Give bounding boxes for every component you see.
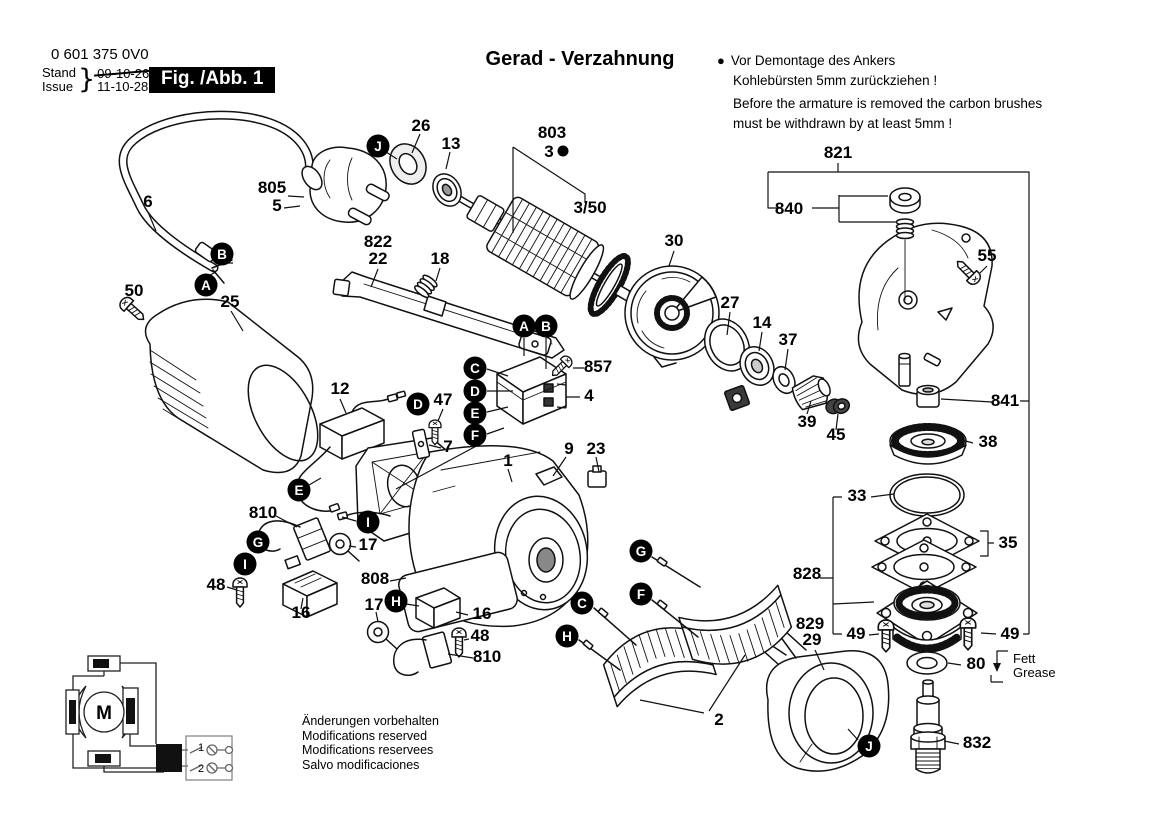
part-label-6: 6: [143, 192, 153, 211]
clamp-23: [588, 466, 606, 487]
page-title: Gerad - Verzahnung: [485, 48, 675, 70]
part-label-16: 16: [291, 603, 311, 622]
figure-label-box: Fig. /Abb. 1: [149, 67, 275, 93]
part-label-12: 12: [330, 379, 350, 398]
ref-circle-B: [211, 243, 234, 266]
ref-circle-I: [234, 553, 257, 576]
part-label-38: 38: [978, 432, 998, 451]
screw-49-left: [878, 620, 893, 652]
note-de-line1: Vor Demontage des Ankers: [730, 53, 896, 68]
ref-circle-G: [630, 540, 653, 563]
ref-circle-G: [247, 531, 270, 554]
svg-text:D: D: [470, 383, 480, 399]
part-label-828: 828: [792, 564, 822, 583]
part-label-35: 35: [998, 533, 1018, 552]
ref-circle-B: [535, 315, 558, 338]
note-en-line1: Before the armature is removed the carbon brushes: [733, 96, 1043, 111]
note-de-line2: Kohlebürsten 5mm zurückziehen !: [733, 73, 938, 88]
ring-26: [383, 137, 433, 190]
date-new: 11-10-28: [97, 79, 149, 94]
part-label-17: 17: [358, 535, 378, 554]
ref-circle-C: [571, 592, 594, 615]
grease-label-de: Fett: [1013, 651, 1036, 666]
part-label-832: 832: [962, 733, 992, 752]
ref-circle-E: [464, 402, 487, 425]
part-label-808: 808: [360, 569, 390, 588]
note-bullet-icon: ●: [717, 53, 725, 68]
part-label-810: 810: [248, 503, 278, 522]
ref-circle-J: [858, 735, 881, 758]
part-label-3: 3: [544, 142, 554, 161]
ref-circle-E: [288, 479, 311, 502]
part-label-2: 2: [714, 710, 724, 729]
motor-cover-drawing: [146, 299, 333, 472]
part-label-39: 39: [797, 412, 817, 431]
ref-circle-A: [195, 274, 218, 297]
part-label-822: 822: [363, 232, 393, 251]
svg-text:G: G: [635, 543, 647, 559]
svg-text:A: A: [201, 277, 211, 293]
spindle-832: [911, 680, 945, 773]
grease-label-en: Grease: [1013, 665, 1056, 680]
issue-label: Issue: [42, 79, 74, 94]
crown-gear-38: [890, 424, 966, 464]
bearing-flange-828: [877, 581, 977, 652]
footer-line2: Modifications reserved: [302, 728, 428, 743]
gear-housing-drawing: [858, 223, 993, 394]
svg-text:G: G: [252, 534, 264, 550]
part-label-829: 829: [795, 614, 825, 633]
stand-label: Stand: [42, 65, 76, 80]
part-label-49: 49: [1000, 624, 1020, 643]
svg-text:H: H: [562, 628, 572, 644]
part-label-5: 5: [272, 196, 282, 215]
ref-circle-I: [357, 511, 380, 534]
note-en-line2: must be withdrawn by at least 5mm !: [733, 116, 953, 131]
part-label-37: 37: [778, 330, 798, 349]
o-ring-33: [890, 474, 964, 516]
part-label-810: 810: [472, 647, 502, 666]
screw-48-left: [233, 578, 247, 607]
switch-symbol-box: [186, 736, 232, 780]
brush-spring-17-right: [368, 622, 398, 650]
part-label-840: 840: [774, 199, 804, 218]
bearing-sleeve-841: [917, 386, 939, 408]
bearing-13: [427, 169, 467, 211]
ref-circle-H: [385, 590, 408, 613]
part-label-821: 821: [823, 143, 853, 162]
screw-48-right: [452, 628, 466, 657]
part-label-803: 803: [537, 123, 567, 142]
part-label-80: 80: [966, 654, 986, 673]
svg-text:B: B: [541, 318, 551, 334]
washer-80: [907, 652, 947, 674]
svg-text:I: I: [366, 514, 370, 530]
ref-circle-D: [464, 380, 487, 403]
motor-symbol-label: M: [96, 703, 112, 724]
part-label-4: 4: [584, 386, 594, 405]
part-label-857: 857: [583, 357, 613, 376]
part-label-30: 30: [664, 231, 684, 250]
switch-terminal-1-label: 1: [197, 742, 205, 754]
switch-lever-drawing: [333, 272, 564, 358]
carbon-brush-right-810: [394, 632, 452, 676]
ref-circle-D: [407, 393, 430, 416]
air-deflector-30: [625, 266, 719, 367]
part-label-29: 29: [802, 630, 822, 649]
svg-text:J: J: [865, 738, 873, 754]
svg-text:C: C: [470, 360, 480, 376]
svg-text:D: D: [413, 396, 423, 412]
wiring-schematic: [66, 656, 233, 780]
part-number: 0 601 375 0V0: [51, 46, 149, 63]
ref-circle-C: [464, 357, 487, 380]
footer-line1: Änderungen vorbehalten: [302, 714, 439, 728]
revision-brace: }: [77, 64, 96, 95]
svg-text:H: H: [391, 593, 401, 609]
svg-text:F: F: [470, 427, 480, 443]
footer-line4: Salvo modificaciones: [302, 757, 420, 772]
ref-circle-J: [367, 135, 390, 158]
svg-text:A: A: [519, 318, 529, 334]
sliding-block: [724, 385, 750, 411]
part-label-841: 841: [990, 391, 1020, 410]
svg-text:I: I: [243, 556, 247, 572]
ref-circle-F: [630, 583, 653, 606]
part-label-7: 7: [443, 437, 453, 456]
part-label-9: 9: [564, 439, 574, 458]
part-label-3-50: 3/50: [573, 198, 607, 217]
svg-text:F: F: [636, 586, 646, 602]
part-label-33: 33: [847, 486, 867, 505]
svg-text:B: B: [217, 246, 227, 262]
part-label-50: 50: [124, 281, 144, 300]
ref-circle-A: [513, 315, 536, 338]
part-label-49: 49: [846, 624, 866, 643]
part-label-1: 1: [503, 451, 513, 470]
part-label-48: 48: [206, 575, 226, 594]
part-label-18: 18: [430, 249, 450, 268]
ref-circle-H: [556, 625, 579, 648]
part-label-23: 23: [586, 439, 606, 458]
ref-circle-F: [464, 424, 487, 447]
screw-49-right: [960, 618, 975, 650]
part-label-47: 47: [433, 390, 453, 409]
suppressor-symbol: [156, 744, 182, 772]
part-label-13: 13: [441, 134, 461, 153]
footer-line3: Modifications reservees: [302, 743, 434, 757]
part-label-17: 17: [364, 595, 384, 614]
part-label-14: 14: [752, 313, 772, 332]
part-label-55: 55: [977, 246, 997, 265]
part-label-26: 26: [411, 116, 431, 135]
part-label-48: 48: [470, 626, 490, 645]
switch-terminal-2-label: 2: [197, 763, 205, 775]
part-label-805: 805: [257, 178, 287, 197]
part-label-25: 25: [220, 292, 240, 311]
detent-pin: [899, 354, 910, 387]
part-label-27: 27: [720, 293, 740, 312]
part-label-16: 16: [472, 604, 492, 623]
svg-text:E: E: [294, 482, 304, 498]
bullet-dot: [558, 146, 569, 157]
part-label-22: 22: [368, 249, 388, 268]
svg-text:C: C: [577, 595, 587, 611]
svg-text:J: J: [374, 138, 382, 154]
svg-text:E: E: [470, 405, 480, 421]
part-label-45: 45: [826, 425, 846, 444]
